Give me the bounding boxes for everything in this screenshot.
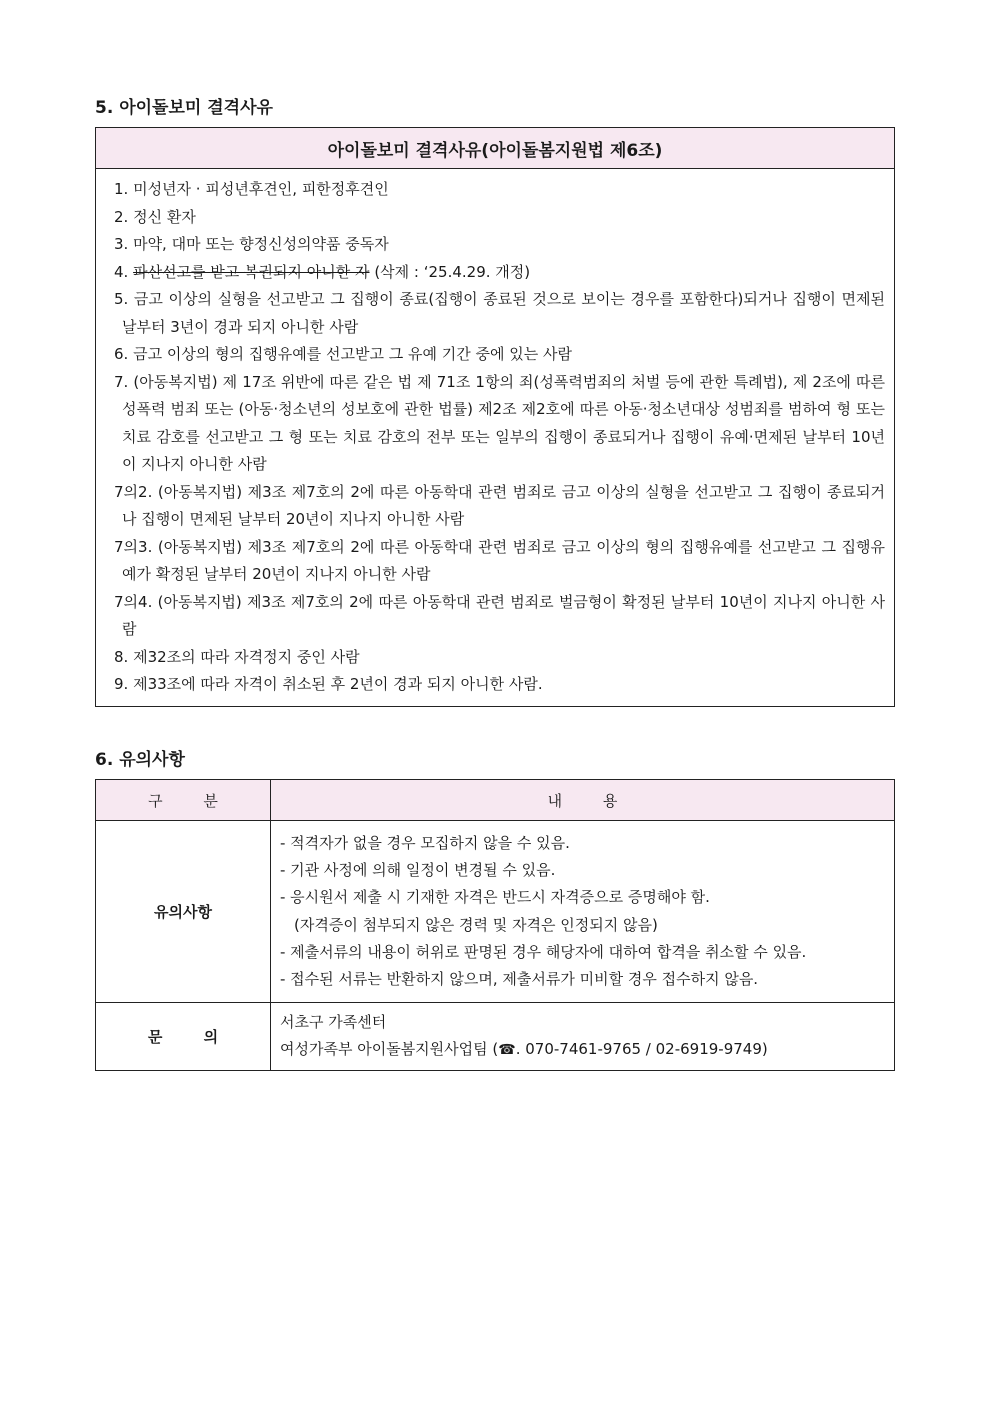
note-item: - 응시원서 제출 시 기재한 자격은 반드시 자격증으로 증명해야 함. (280, 888, 710, 907)
disqualification-table-header: 아이돌보미 결격사유(아이돌봄지원법 제6조) (96, 128, 895, 169)
disqualification-item-7: 7. (아동복지법) 제 17조 위반에 따른 같은 법 제 71조 1항의 죄(성폭력범죄의 처벌 등에 관한 특례법), 제 2조에 따른 성폭력 범죄 또는 (아동·청소년의 성보호에 관한 법률) 제2조 제2호에 따른 아동·청소년대상 성범죄를 범하여 형 또는 치료 감호를 선고받고 그 형 또는 치료 감호의 전부 또는 일부의 집행이 종료되거나 집행이 유예·면제된 날부터 10년이 지나지 아니한 사람 (114, 372, 885, 473)
disqualification-item-7-3: 7의3. (아동복지법) 제3조 제7호의 2에 따른 아동학대 관련 범죄로 금고 이상의 형의 집행유예를 선고받고 그 집행유예가 확정된 날부터 20년이 지나지 아니한 사람 (114, 537, 885, 583)
contact-phone-numbers: . 070-7461-9765 / 02-6919-9749) (515, 1040, 768, 1059)
note-item: (자격증이 첨부되지 않은 경력 및 자격은 인정되지 않음) (294, 915, 658, 934)
disqualification-item-5: 5. 금고 이상의 실형을 선고받고 그 집행이 종료(집행이 종료된 것으로 보이는 경우를 포함한다)되거나 집행이 면제된 날부터 3년이 경과 되지 아니한 사람 (114, 290, 885, 336)
disqualification-table (95, 127, 895, 707)
disqualification-list (96, 169, 895, 707)
note-item: - 제출서류의 내용이 허위로 판명된 경우 해당자에 대하여 합격을 취소할 수 있음. (280, 942, 807, 961)
note-item: - 기관 사정에 의해 일정이 변경될 수 있음. (280, 861, 556, 880)
section-5-title: 5. 아이돌보미 결격사유 (95, 98, 273, 118)
content-column-header: 내 용 (271, 780, 895, 821)
section-6-title: 6. 유의사항 (95, 750, 185, 770)
note-item: - 적격자가 없을 경우 모집하지 않을 수 있음. (280, 834, 570, 852)
disqualification-item-4 (114, 259, 885, 287)
disqualification-item-7-2: 7의2. (아동복지법) 제3조 제7호의 2에 따른 아동학대 관련 범죄로 금고 이상의 실형을 선고받고 그 집행이 종료되거나 집행이 면제된 날부터 20년이 지나지 아니한 사람 (114, 482, 885, 528)
notes-label: 유의사항 (96, 821, 271, 1003)
contact-phone-line (280, 1036, 886, 1064)
notes-table (95, 779, 895, 1071)
disqualification-item-7-4: 7의4. (아동복지법) 제3조 제7호의 2에 따른 아동학대 관련 범죄로 벌금형이 확정된 날부터 10년이 지나지 아니한 사람 (114, 592, 885, 638)
category-column-header: 구 분 (96, 780, 271, 821)
contact-content (271, 1003, 895, 1071)
telephone-icon: ☎ (498, 1042, 516, 1059)
disqualification-item-8: 8. 제32조의 따라 자격정지 중인 사람 (114, 647, 360, 666)
contact-organization: 서초구 가족센터 (280, 1013, 387, 1032)
disqualification-item-6: 6. 금고 이상의 형의 집행유예를 선고받고 그 유예 기간 중에 있는 사람 (114, 345, 572, 363)
disqualification-item-1: 1. 미성년자 · 피성년후견인, 피한정후견인 (114, 180, 389, 198)
disqualification-item-9: 9. 제33조에 따라 자격이 취소된 후 2년이 경과 되지 아니한 사람. (114, 675, 543, 693)
disqualification-item-2: 2. 정신 환자 (114, 207, 196, 226)
contact-label: 문 의 (96, 1003, 271, 1071)
item-4-number: 4. (114, 262, 129, 281)
item-4-deletion-note: (삭제 : ‘25.4.29. 개정) (374, 262, 531, 281)
note-item: - 접수된 서류는 반환하지 않으며, 제출서류가 미비할 경우 접수하지 않음. (280, 970, 759, 989)
contact-team: 여성가족부 아이돌봄지원사업팀 ( (280, 1040, 499, 1059)
disqualification-item-3: 3. 마약, 대마 또는 향정신성의약품 중독자 (114, 235, 389, 253)
notes-content (271, 821, 895, 1003)
item-4-struck-text: 파산선고를 받고 복권되지 아니한 자 (133, 262, 370, 281)
